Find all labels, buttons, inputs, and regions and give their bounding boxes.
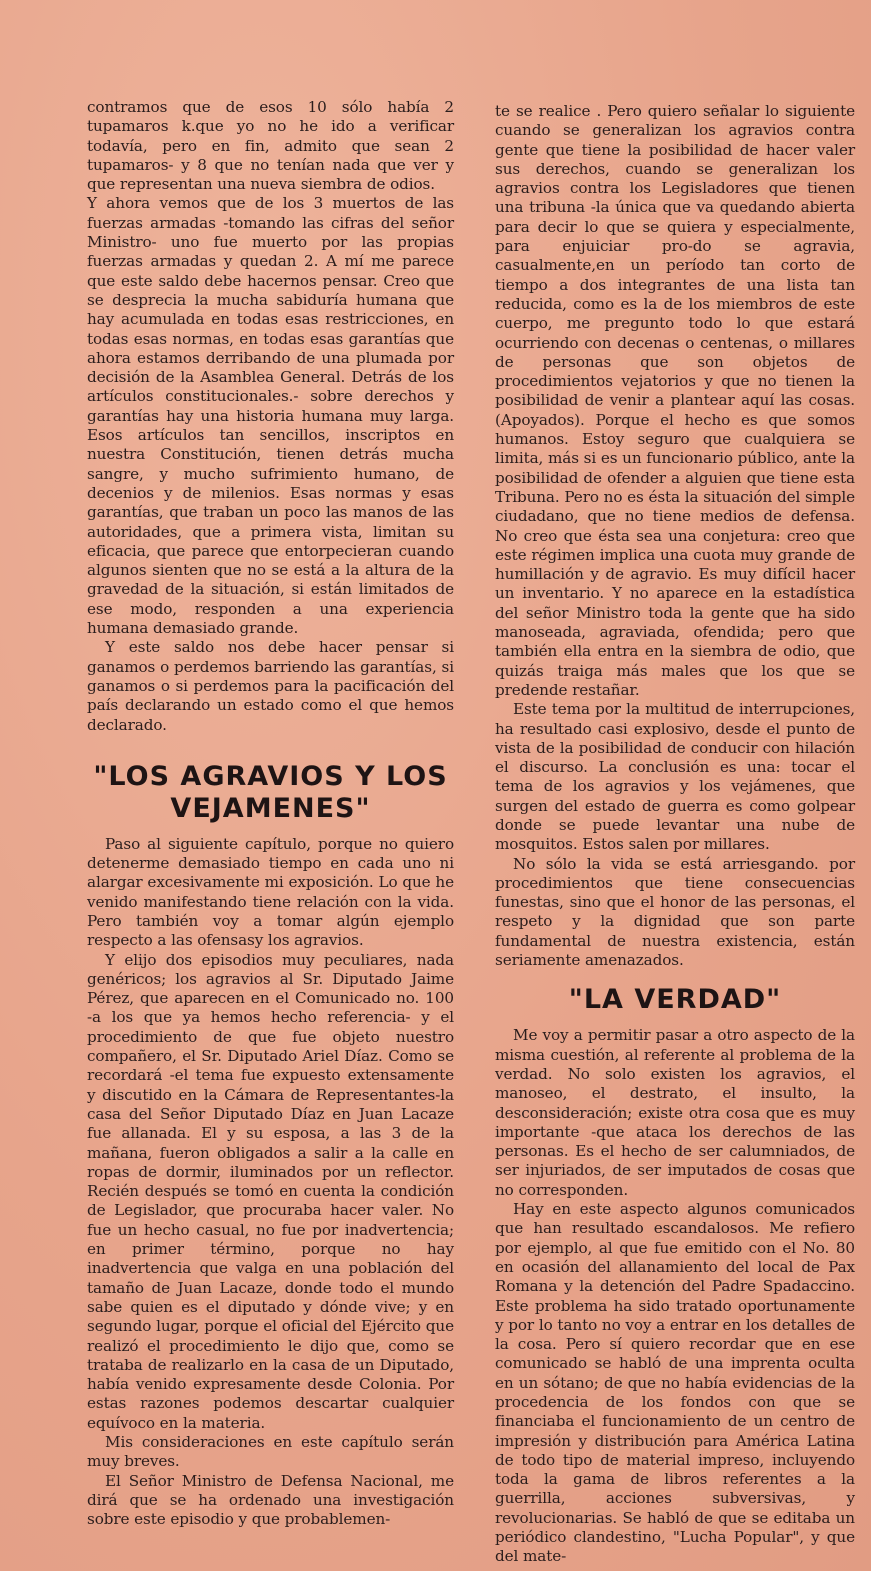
paragraph: Me voy a permitir pasar a otro aspecto de la misma cuestión, al referente al problema de la verdad. No solo existen los agravios, el manoseo, el destrato, el insulto, la desconsideración; existe otra cosa que es muy importante -que ataca los derechos de las personas. Es el hecho de ser calumniados, de ser injuriados, de ser imputados de cosas que no corresponden. bbox=[495, 1026, 855, 1199]
paragraph: No sólo la vida se está arriesgando. por procedimientos que tiene consecuencias funestas, sino que el honor de las personas, el respeto y la dignidad que son parte fundamental de nuestra existencia, están seriamente amenazados. bbox=[495, 854, 855, 970]
paragraph: contramos que de esos 10 sólo había 2 tupamaros k.que yo no he ido a verificar todavía, pero en fin, admito que sean 2 tupamaros- y 8 que no tenían nada que ver y que representan una nueva siembra de odios. bbox=[87, 98, 454, 194]
paragraph: El Señor Ministro de Defensa Nacional, me dirá que se ha ordenado una investigación sobre este episodio y que probablemen- bbox=[87, 1471, 454, 1529]
paragraph: Y elijo dos episodios muy peculiares, nada genéricos; los agravios al Sr. Diputado Jaime Pérez, que aparecen en el Comunicado no. 100 -a los que ya hemos hecho referencia- y el procedimiento de que fue objeto nuestro compañero, el Sr. Diputado Ariel Díaz. Como se recordará -el tema fue expuesto extensamente y discutido en la Cámara de Representantes-la casa del Señor Diputado Díaz en Juan Lacaze fue allanada. El y su esposa, a las 3 de la mañana, fueron obligados a salir a la calle en ropas de dormir, iluminados por un reflector. Recién después se tomó en cuenta la condición de Legislador, que procuraba hacer valer. No fue un hecho casual, no fue por inadvertencia; en primer término, porque no hay inadvertencia que valga en una población del tamaño de Juan Lacaze, donde todo el mundo sabe quien es el diputado y dónde vive; y en segundo lugar, porque el oficial del Ejército que realizó el procedimiento le dijo que, como se trataba de realizarlo en la casa de un Diputado, había venido expresamente desde Colonia. Por estas razones podemos descartar cualquier equívoco en la materia. bbox=[87, 950, 454, 1432]
paragraph: Hay en este aspecto algunos comunicados que han resultado escandalosos. Me refiero por ejemplo, al que fue emitido con el No. 80 en ocasión del allanamiento del local de Pax Romana y la detención del Padre Spadaccino. Este problema ha sido tratado oportunamente y por lo tanto no voy a entrar en los detalles de la cosa. Pero sí quiero recordar que en ese comunicado se habló de una imprenta oculta en un sótano; de que no había evidencias de la procedencia de los fondos con que se financiaba el funcionamiento de un centro de impresión y distribución para América Latina de todo tipo de material impreso, incluyendo toda la gama de libros referentes a la guerrilla, acciones subversivas, y revolucionarias. Se habló de que se editaba un periódico clandestino, "Lucha Popular", y que del mate- bbox=[495, 1200, 855, 1566]
paragraph: Y ahora vemos que de los 3 muertos de las fuerzas armadas -tomando las cifras del señor Ministro- uno fue muerto por las propias fuerzas armadas y quedan 2. A mí me parece que este saldo debe hacernos pensar. Creo que se desprecia la mucha sabiduría humana que hay acumulada en todas esas restricciones, en todas esas normas, en todas esas garantías que ahora estamos derribando de una plumada por decisión de la Asamblea General. Detrás de los artículos constitucionales.- sobre derechos y garantías hay una historia humana muy larga. Esos artículos tan sencillos, inscriptos en nuestra Constitución, tienen detrás mucha sangre, y mucho sufrimiento humano, de decenios y de milenios. Esas normas y esas garantías, que traban un poco las manos de las autoridades, que a primera vista, limitan su eficacia, que parece que entorpecieran cuando algunos sienten que no se está a la altura de la gravedad de la situación, si están limitados de ese modo, responden a una experiencia humana demasiado grande. bbox=[87, 194, 454, 638]
section-heading-verdad: "LA VERDAD" bbox=[568, 984, 782, 1016]
paragraph: Y este saldo nos debe hacer pensar si ganamos o perdemos barriendo las garantías, si ganamos o si perdemos para la pacificación del país declarando un estado como el que hemos declarado. bbox=[87, 638, 454, 734]
paragraph: Mis consideraciones en este capítulo serán muy breves. bbox=[87, 1433, 454, 1471]
section-heading-agravios: "LOS AGRAVIOS Y LOS VEJAMENES" bbox=[93, 760, 448, 824]
right-column bbox=[495, 102, 855, 1567]
paragraph: Paso al siguiente capítulo, porque no quiero detenerme demasiado tiempo en cada uno ni alargar excesivamente mi exposición. Lo que he venido manifestando tiene relación con la vida. Pero también voy a tomar algún ejemplo respecto a las ofensasy los agravios. bbox=[87, 834, 454, 950]
left-column bbox=[87, 98, 454, 1529]
paragraph: te se realice . Pero quiero señalar lo siguiente cuando se generalizan los agravios contra gente que tiene la posibilidad de hacer valer sus derechos, cuando se generalizan los agravios contra los Legisladores que tienen una tribuna -la única que va quedando abierta para decir lo que se quiera y especialmente, para enjuiciar pro-do se agravia, casualmente,en un período tan corto de tiempo a dos integrantes de una lista tan reducida, como es la de los miembros de este cuerpo, me pregunto todo lo que estará ocurriendo con decenas o centenas, o millares de personas que son objetos de procedimientos vejatorios y que no tienen la posibilidad de venir a plantear aquí las cosas. (Apoyados). Porque el hecho es que somos humanos. Estoy seguro que cualquiera se limita, más si es un funcionario público, ante la posibilidad de ofender a alguien que tiene esta Tribuna. Pero no es ésta la situación del simple ciudadano, que no tiene medios de defensa. No creo que ésta sea una conjetura: creo que este régimen implica una cuota muy grande de humillación y de agravio. Es muy difícil hacer un inventario. Y no aparece en la estadística del señor Ministro toda la gente que ha sido manoseada, agraviada, ofendida; pero que también ella entra en la siembra de odio, que quizás traiga más males que los que se predende restañar. bbox=[495, 102, 855, 699]
paragraph: Este tema por la multitud de interrupciones, ha resultado casi explosivo, desde el punto de vista de la posibilidad de conducir con hilación el discurso. La conclusión es una: tocar el tema de los agravios y los vejámenes, que surgen del estado de guerra es como golpear donde se puede levantar una nube de mosquitos. Estos salen por millares. bbox=[495, 700, 855, 854]
